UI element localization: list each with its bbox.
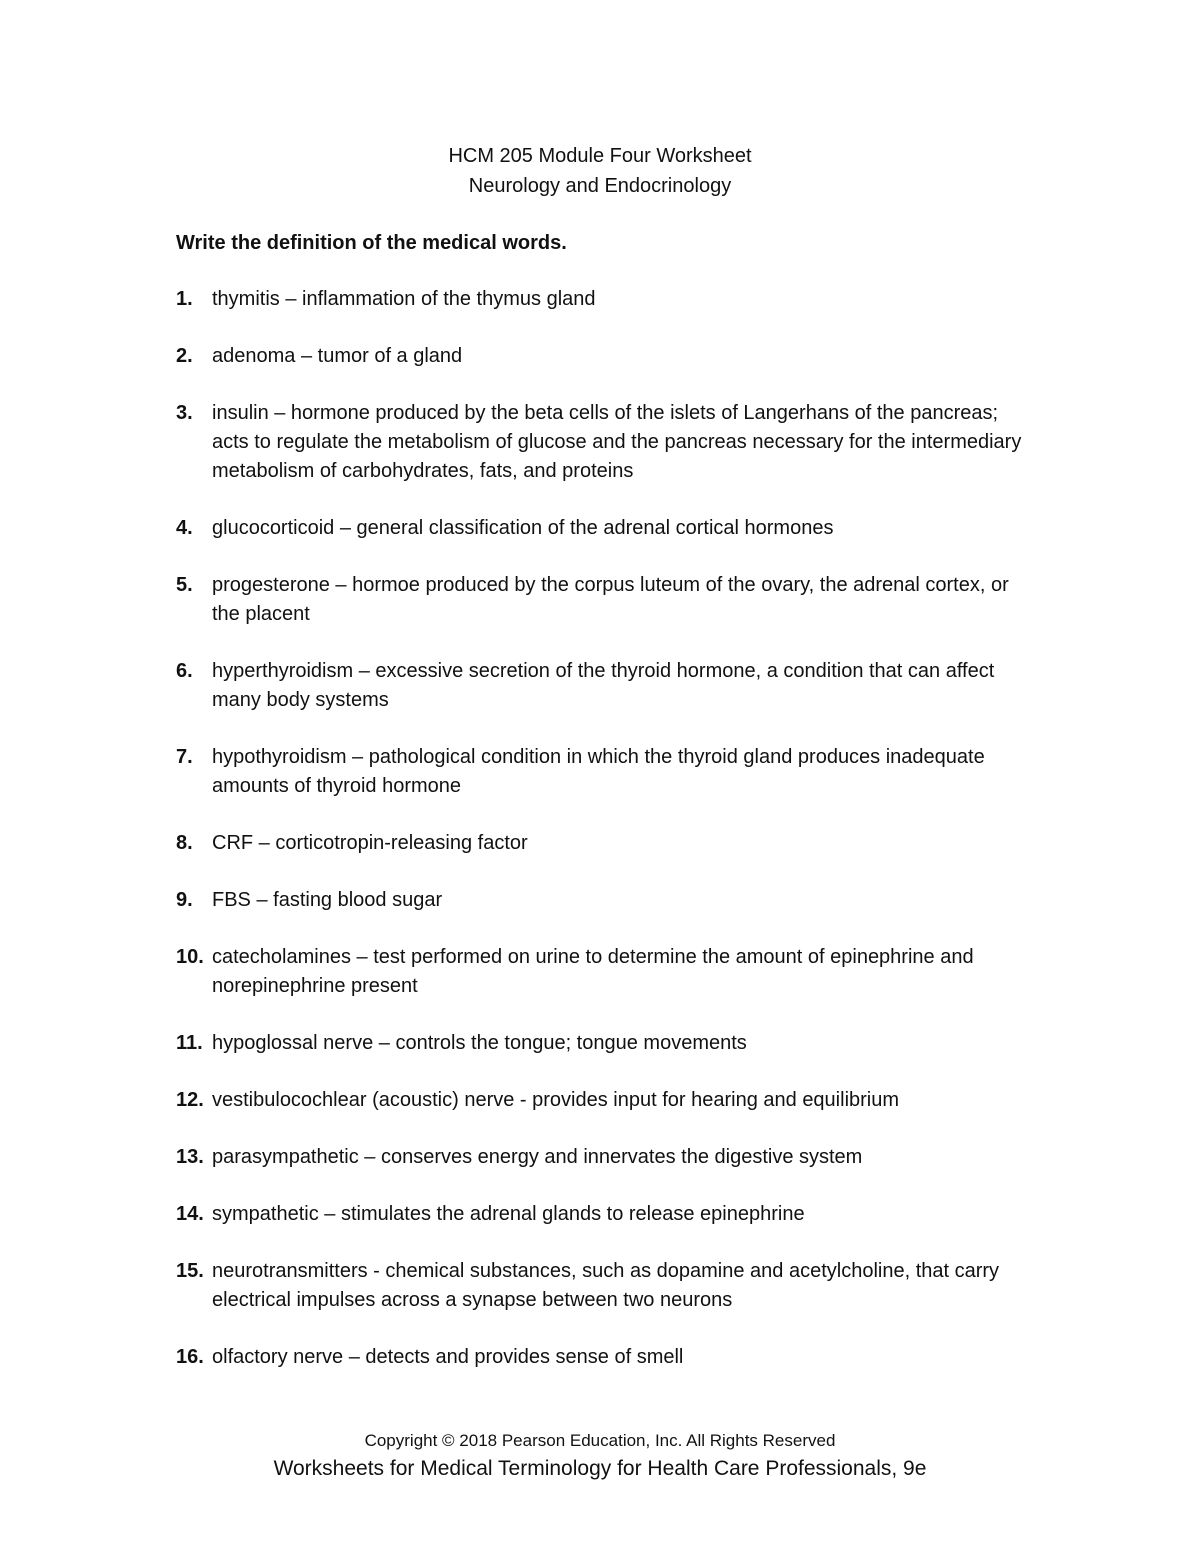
item-text: insulin – hormone produced by the beta cells of the islets of Langerhans of the pancreas; acts to regulate the metabolism of glucose and the pancreas necessary for the intermediary metabolism of carbohydrates, fats, and proteins xyxy=(212,402,1022,482)
list-item xyxy=(176,1343,1036,1372)
item-number: 16. xyxy=(176,1346,204,1368)
item-number: 7. xyxy=(176,746,193,768)
item-text: catecholamines – test performed on urine to determine the amount of epinephrine and norepinephrine present xyxy=(212,946,974,997)
item-text: FBS – fasting blood sugar xyxy=(212,889,443,911)
list-item xyxy=(176,886,1036,915)
instruction-text: Write the definition of the medical words. xyxy=(176,232,567,254)
page-title: HCM 205 Module Four Worksheet xyxy=(448,145,752,167)
item-text: CRF – corticotropin-releasing factor xyxy=(212,832,528,854)
list-item xyxy=(176,743,1036,801)
list-item xyxy=(176,657,1036,715)
page-subtitle: Neurology and Endocrinology xyxy=(468,175,732,197)
item-text: vestibulocochlear (acoustic) nerve - provides input for hearing and equilibrium xyxy=(212,1089,900,1111)
item-text: sympathetic – stimulates the adrenal glands to release epinephrine xyxy=(212,1203,805,1225)
list-item xyxy=(176,571,1036,629)
item-text: glucocorticoid – general classification of the adrenal cortical hormones xyxy=(212,517,834,539)
item-number: 1. xyxy=(176,288,193,310)
item-number: 8. xyxy=(176,832,193,854)
item-number: 10. xyxy=(176,946,204,968)
list-item xyxy=(176,1143,1036,1172)
list-item xyxy=(176,342,1036,371)
list-item xyxy=(176,1257,1036,1315)
list-item xyxy=(176,1029,1036,1058)
list-item xyxy=(176,514,1036,543)
item-text: neurotransmitters - chemical substances, such as dopamine and acetylcholine, that carry electrical impulses across a synapse between two neurons xyxy=(212,1260,1000,1311)
item-number: 4. xyxy=(176,517,193,539)
list-item xyxy=(176,399,1036,486)
item-number: 2. xyxy=(176,345,193,367)
book-title-footer: Worksheets for Medical Terminology for Health Care Professionals, 9e xyxy=(273,1457,927,1480)
item-number: 5. xyxy=(176,574,193,596)
item-text: adenoma – tumor of a gland xyxy=(212,345,463,367)
list-item xyxy=(176,285,1036,314)
item-number: 14. xyxy=(176,1203,204,1225)
item-number: 15. xyxy=(176,1260,204,1282)
list-item xyxy=(176,1086,1036,1115)
list-item xyxy=(176,1200,1036,1229)
item-text: hypoglossal nerve – controls the tongue; tongue movements xyxy=(212,1032,747,1054)
item-number: 13. xyxy=(176,1146,204,1168)
list-item xyxy=(176,943,1036,1001)
item-text: parasympathetic – conserves energy and innervates the digestive system xyxy=(212,1146,863,1168)
item-text: thymitis – inflammation of the thymus gland xyxy=(212,288,596,310)
item-number: 12. xyxy=(176,1089,204,1111)
item-number: 11. xyxy=(176,1032,203,1054)
item-text: olfactory nerve – detects and provides sense of smell xyxy=(212,1346,684,1368)
list-item xyxy=(176,829,1036,858)
definitions-list xyxy=(176,285,1036,1372)
item-number: 3. xyxy=(176,402,193,424)
item-number: 6. xyxy=(176,660,193,682)
item-number: 9. xyxy=(176,889,193,911)
copyright-footer: Copyright © 2018 Pearson Education, Inc. All Rights Reserved xyxy=(364,1431,836,1450)
item-text: hypothyroidism – pathological condition in which the thyroid gland produces inadequate amounts of thyroid hormone xyxy=(212,746,985,797)
item-text: progesterone – hormoe produced by the corpus luteum of the ovary, the adrenal cortex, or the placent xyxy=(212,574,1009,625)
item-text: hyperthyroidism – excessive secretion of the thyroid hormone, a condition that can affect many body systems xyxy=(212,660,995,711)
